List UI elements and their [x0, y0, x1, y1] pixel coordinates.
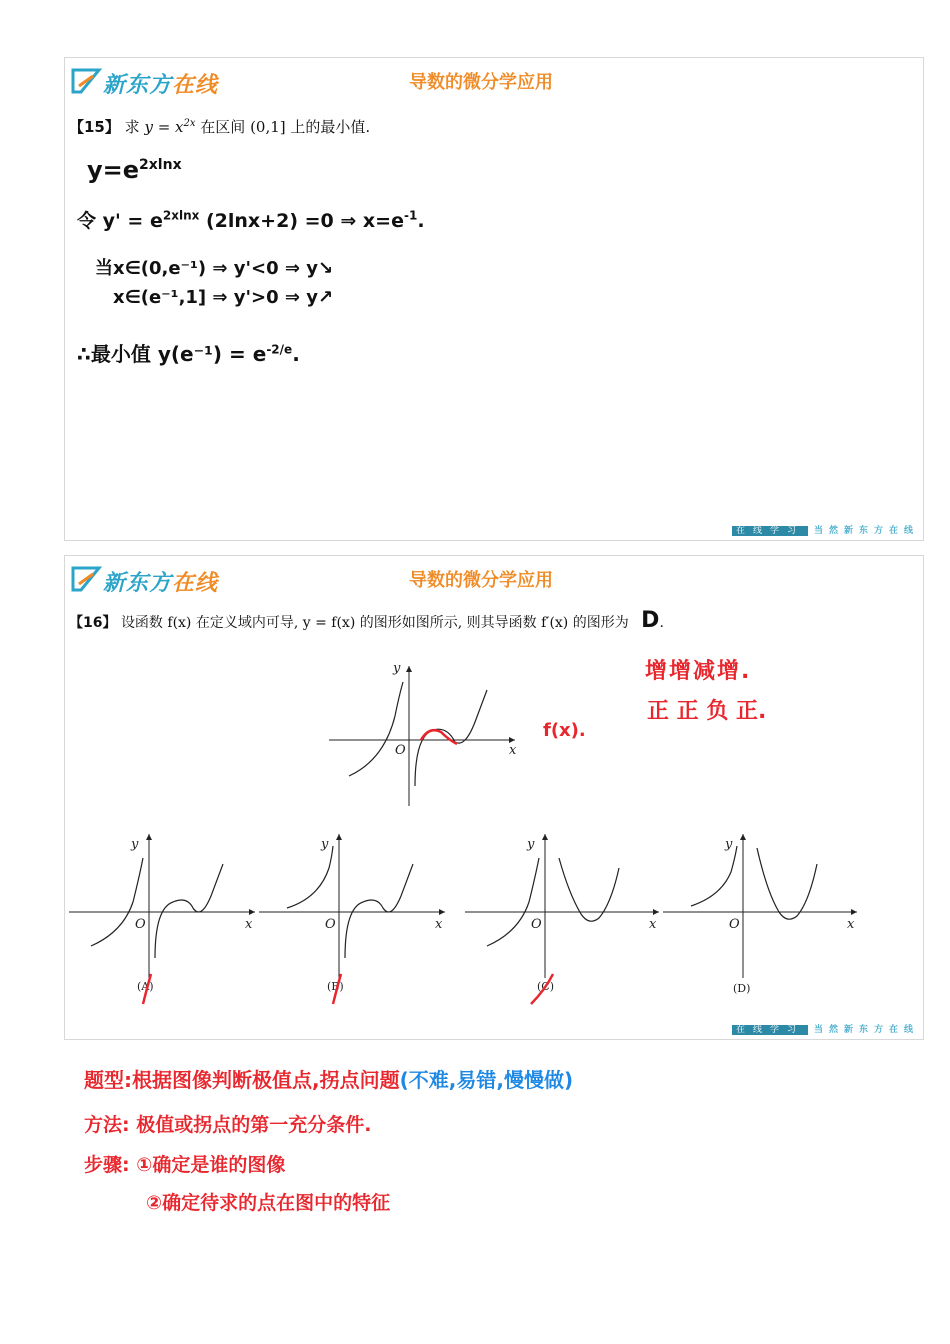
xdf-logo: [69, 560, 225, 600]
hw-exp: -2/e: [266, 342, 293, 357]
hw-text: (2lnx+2) =0 ⇒ x=e: [205, 210, 404, 232]
summary-step-1: ①确定是谁的图像: [136, 1154, 286, 1176]
axis-label-y: y: [527, 837, 535, 852]
logo-text-orange: 在线: [172, 571, 219, 596]
option-label-c: (C): [537, 980, 554, 993]
summary-method: [84, 1110, 371, 1137]
summary-type: [84, 1064, 573, 1093]
fx-graph: [329, 656, 529, 806]
handwritten-answer: D: [641, 608, 660, 633]
summary-steps: [84, 1150, 285, 1177]
problem-exponent: 2x: [183, 118, 196, 129]
hw-text: y=e: [87, 156, 140, 184]
problem-formula: y = x: [144, 118, 184, 136]
problem-text: 求: [124, 118, 140, 136]
option-d-graph: [663, 828, 863, 998]
xdf-logo: [69, 62, 225, 102]
origin-label: O: [395, 743, 406, 758]
option-label-b: (B): [327, 980, 344, 993]
slide-problem-15: [64, 57, 924, 541]
problem-15-statement: [69, 116, 370, 137]
summary-steps-label: 步骤:: [84, 1154, 130, 1176]
footer-slogan-dark: 在线学习: [732, 1025, 808, 1035]
hw-text: 令 y' = e: [77, 210, 163, 232]
trend-note: 增增减增.: [645, 659, 752, 684]
origin-label: O: [531, 917, 542, 932]
footer-slogan-light: 当然新东方在线: [813, 526, 919, 536]
option-b-graph: [259, 828, 449, 998]
problem-number: 【16】: [69, 615, 117, 631]
hw-exp: -1: [403, 208, 418, 223]
hw-line-3: 当x∈(0,e⁻¹) ⇒ y'<0 ⇒ y↘: [95, 258, 334, 279]
axis-label-y: y: [131, 837, 139, 852]
hw-text: ∴最小值 y(e⁻¹) = e: [77, 342, 267, 366]
option-label-d: (D): [733, 982, 751, 995]
logo-mark-icon: [71, 564, 101, 594]
fx-label-note: f(x).: [543, 720, 586, 741]
axis-label-y: y: [725, 837, 733, 852]
sign-note: 正 正 负 正.: [647, 699, 767, 724]
logo-text-blue: 新东方: [103, 571, 173, 596]
hw-exp: 2xlnx: [139, 157, 182, 173]
summary-method-label: 方法:: [84, 1114, 130, 1136]
axis-label-y: y: [321, 837, 329, 852]
option-label-a: (A): [137, 980, 154, 993]
slide-footer: [732, 526, 919, 536]
summary-type-note: (不难,易错,慢慢做): [399, 1068, 574, 1092]
axis-label-x: x: [649, 917, 657, 932]
slide-title: 导数的微分学应用: [409, 570, 553, 591]
summary-type-text: 根据图像判断极值点,拐点问题: [132, 1068, 400, 1092]
logo-text-blue: 新东方: [103, 73, 173, 98]
origin-label: O: [325, 917, 336, 932]
logo-text-orange: 在线: [172, 73, 219, 98]
origin-label: O: [135, 917, 146, 932]
problem-16-statement: 【16】 设函数 f(x) 在定义域内可导, y = f(x) 的图形如图所示, 则其导函数 f′(x) 的图形为 D.: [69, 608, 664, 633]
slide-problem-16: [64, 555, 924, 1040]
option-c-graph: [465, 828, 665, 998]
hw-line-2: 令 $y' = e^{2xlnx}$ (2lnx+2) =0 ⇒ $x=e^{-1}$.: [77, 208, 425, 232]
axis-label-x: x: [435, 917, 443, 932]
option-a-graph: [69, 828, 259, 998]
axis-label-x: x: [847, 917, 855, 932]
axis-label-x: x: [509, 743, 517, 758]
hw-line-5: ∴最小值 $y(e^{-1}) = e^{-2/e}$.: [77, 342, 300, 366]
summary-step-2: ②确定待求的点在图中的特征: [146, 1192, 391, 1214]
hw-exp: 2xlnx: [162, 208, 200, 223]
logo-mark-icon: [71, 66, 101, 96]
footer-slogan-light: 当然新东方在线: [813, 1025, 919, 1035]
axis-label-y: y: [393, 661, 401, 676]
problem-number: 【15】: [69, 118, 120, 136]
hw-line-4: x∈(e⁻¹,1] ⇒ y'>0 ⇒ y↗: [113, 287, 334, 308]
summary-type-label: 题型:: [84, 1068, 132, 1092]
problem-text-after: 在区间 (0,1] 上的最小值.: [200, 118, 371, 136]
hw-line-1: [87, 156, 182, 184]
summary-method-text: 极值或拐点的第一充分条件.: [136, 1114, 372, 1136]
slide-footer: [732, 1025, 919, 1035]
problem-text: 设函数 f(x) 在定义域内可导, y = f(x) 的图形如图所示, 则其导函数 f′(x) 的图形为: [120, 615, 629, 631]
axis-label-x: x: [245, 917, 253, 932]
footer-slogan-dark: 在线学习: [732, 526, 808, 536]
slide-title: 导数的微分学应用: [409, 72, 553, 93]
origin-label: O: [729, 917, 740, 932]
